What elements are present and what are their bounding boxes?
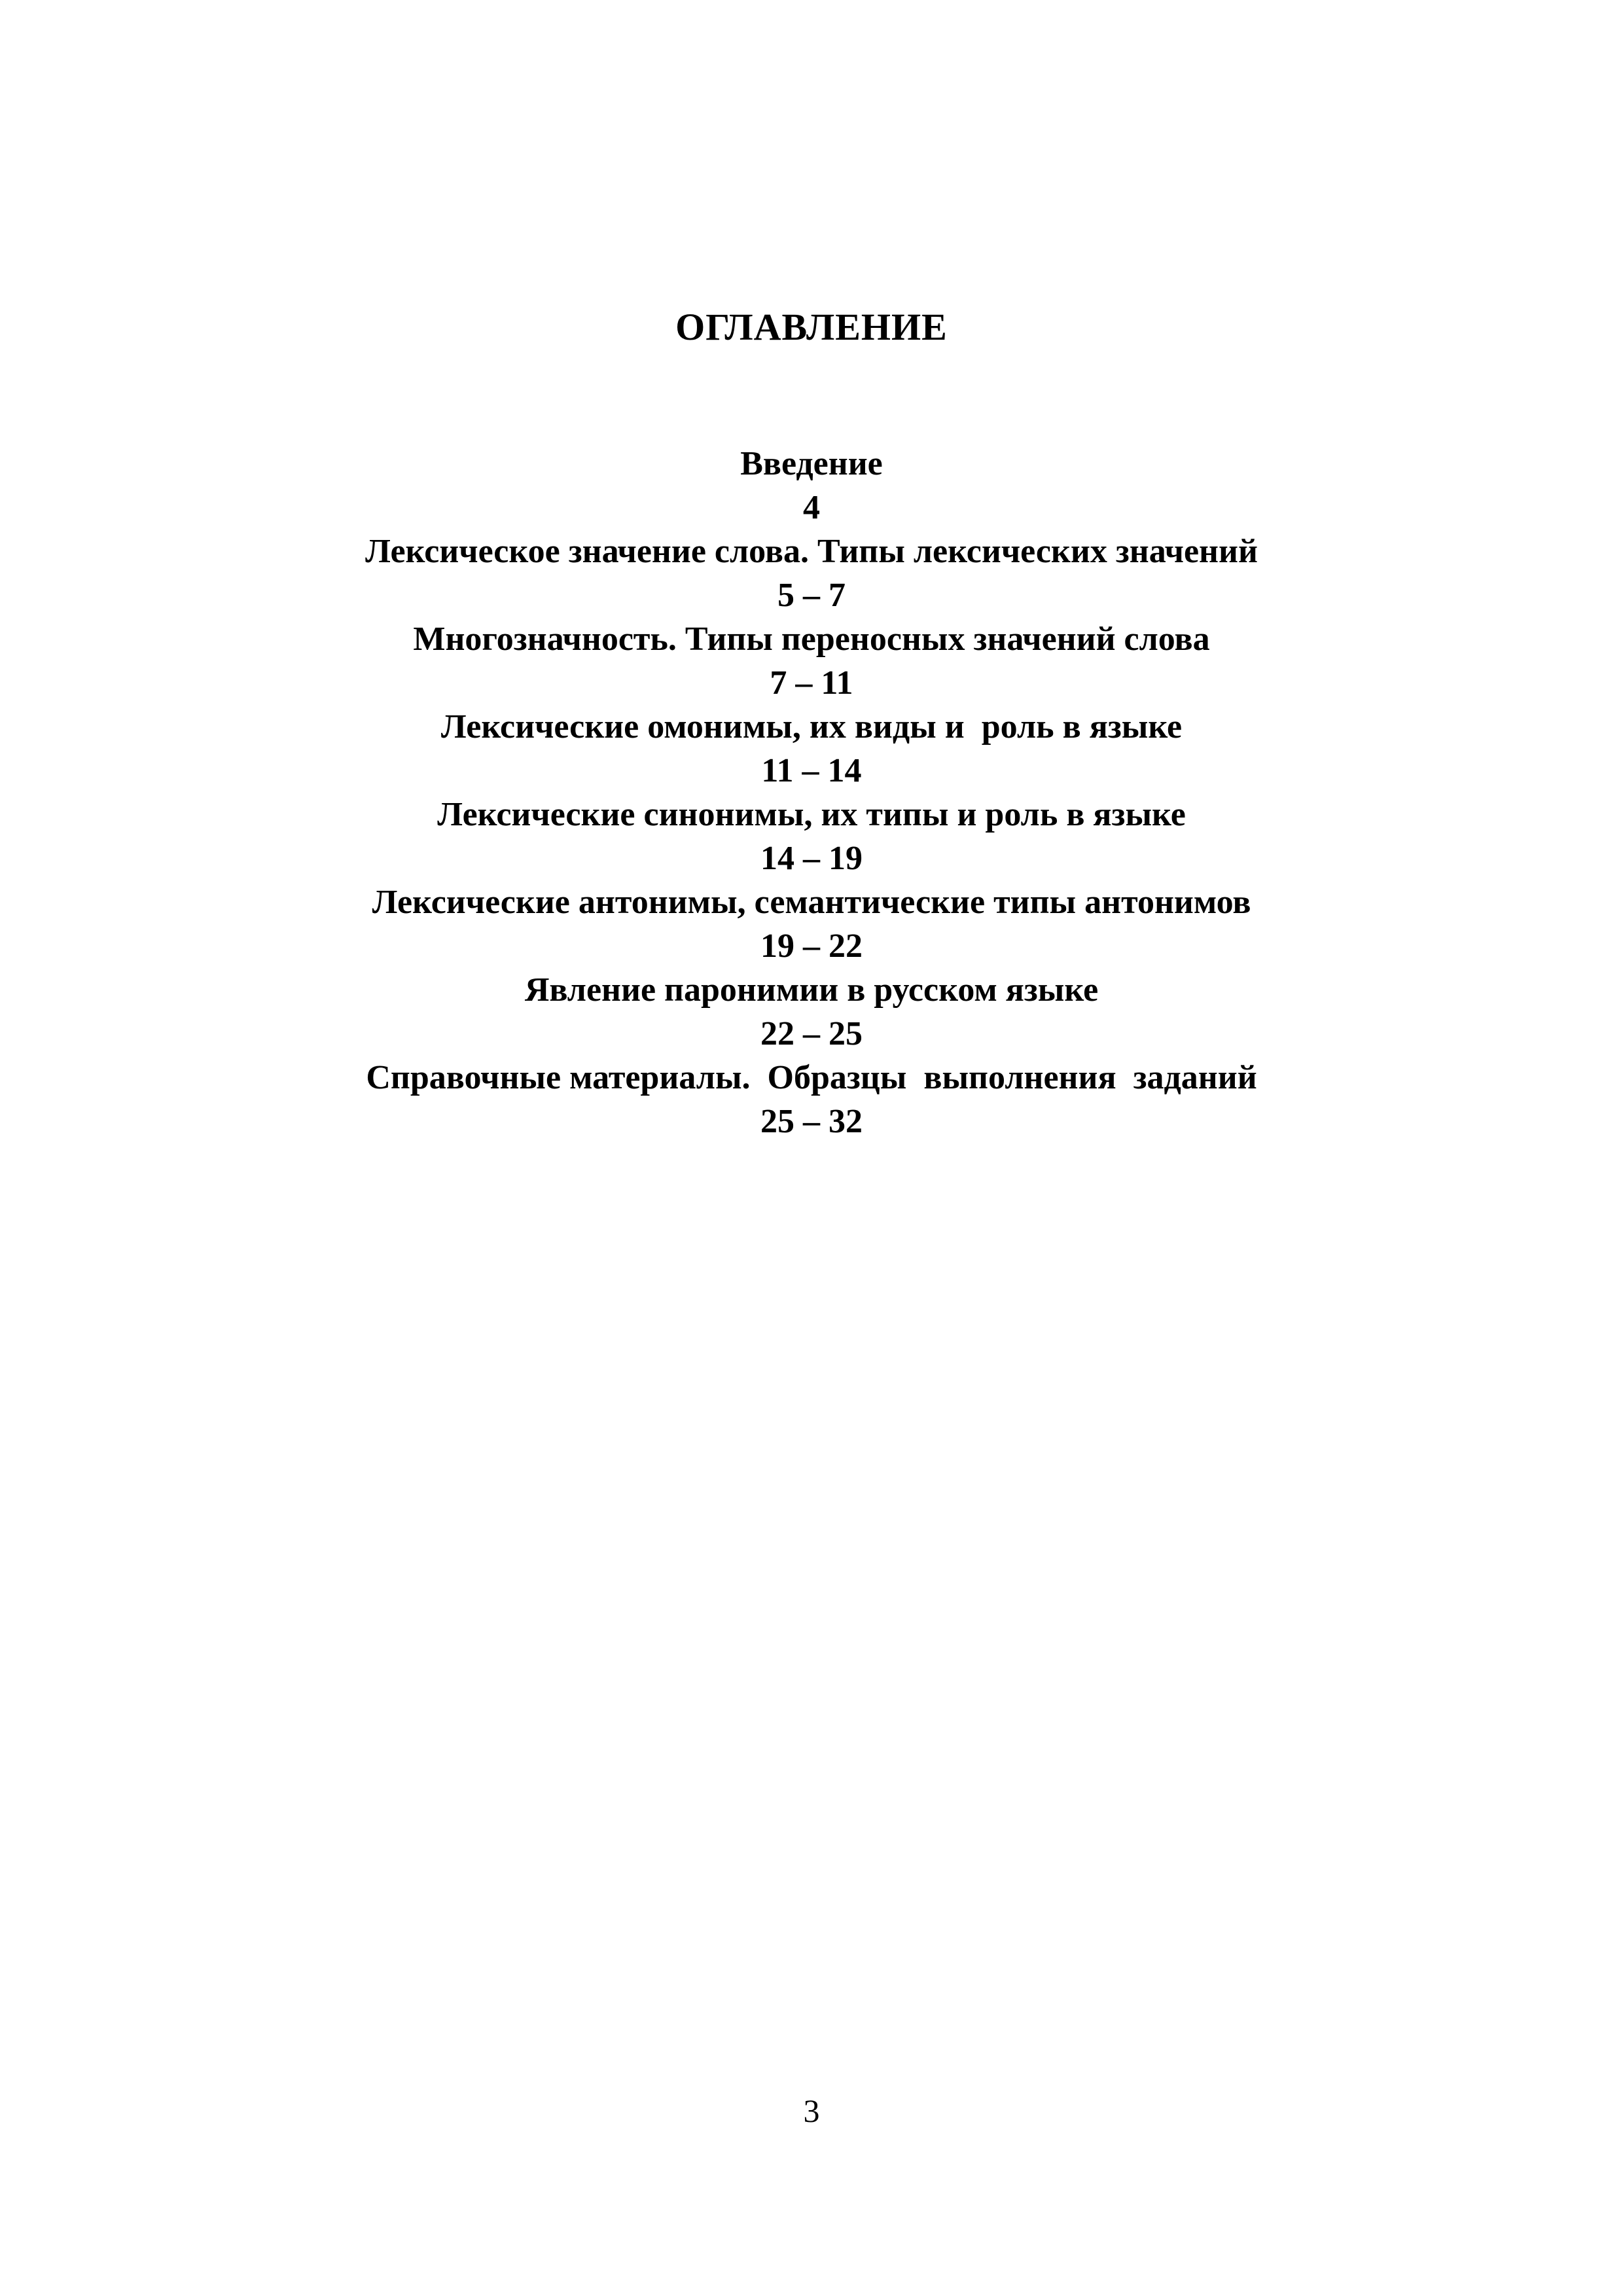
toc-entry-title: Лексические антонимы, семантические типы антонимов	[372, 884, 1251, 921]
toc-entry-pages: 22 – 25	[760, 1015, 863, 1052]
toc-entry-title: Многозначность. Типы переносных значений слова	[413, 620, 1210, 658]
toc-entry-title: Лексические синонимы, их типы и роль в языке	[437, 796, 1186, 833]
toc-entry-pages: 25 – 32	[760, 1103, 863, 1140]
toc-entry-title: Справочные материалы. Образцы выполнения заданий	[366, 1059, 1257, 1096]
page-title: ОГЛАВЛЕНИЕ	[675, 306, 948, 348]
toc-entry-title: Лексические омонимы, их виды и роль в языке	[440, 708, 1183, 745]
toc-entry-pages: 5 – 7	[777, 577, 846, 614]
toc-entry-title: Введение	[740, 445, 883, 482]
toc-entry-pages: 7 – 11	[770, 664, 853, 702]
toc-entry-pages: 14 – 19	[760, 840, 863, 877]
toc-entry-title: Лексическое значение слова. Типы лексических значений	[365, 533, 1258, 570]
toc-entry-pages: 11 – 14	[761, 752, 862, 789]
table-of-contents	[0, 442, 1623, 1143]
toc-entry-pages: 19 – 22	[760, 927, 863, 965]
toc-entry-title: Явление паронимии в русском языке	[524, 971, 1099, 1009]
toc-entry-pages: 4	[803, 489, 820, 526]
page-number: 3	[803, 2092, 820, 2129]
